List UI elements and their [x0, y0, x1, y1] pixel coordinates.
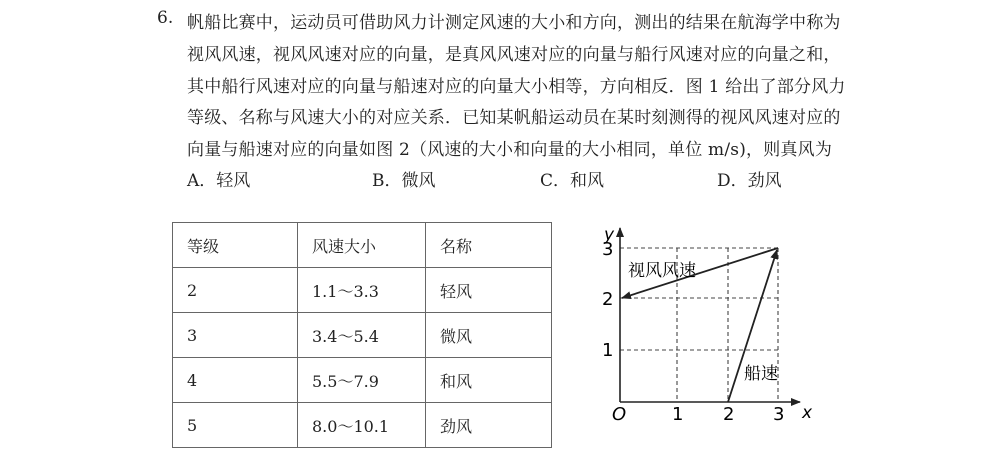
x-tick-1: 1	[672, 404, 684, 425]
question-line-1: 帆船比赛中，运动员可借助风力计测定风速的大小和方向，测出的结果在航海学中称为	[187, 13, 841, 33]
table-header-cell: 等级	[173, 223, 298, 268]
y-tick-3: 3	[602, 239, 614, 260]
wind-scale-table	[172, 222, 552, 448]
x-tick-3: 3	[773, 404, 785, 425]
x-axis-label: x	[802, 403, 813, 423]
y-axis-label: y	[604, 225, 615, 245]
option-d[interactable]: D．劲风	[717, 171, 782, 191]
question-line-4: 等级、名称与风速大小的对应关系．已知某帆船运动员在某时刻测得的视风风速对应的	[187, 108, 841, 128]
vector-figure	[590, 222, 830, 432]
option-c[interactable]: C．和风	[540, 171, 605, 191]
table-cell: 3	[173, 313, 298, 358]
question-line-3: 其中船行风速对应的向量与船速对应的向量大小相等，方向相反．图 1 给出了部分风力	[187, 77, 846, 97]
option-b[interactable]: B．微风	[372, 171, 436, 191]
table-row	[173, 403, 552, 448]
table-cell: 2	[173, 268, 298, 313]
table-cell: 轻风	[426, 268, 552, 313]
x-tick-2: 2	[723, 404, 735, 425]
table-cell: 5	[173, 403, 298, 448]
table-cell: 劲风	[426, 403, 552, 448]
y-tick-1: 1	[602, 340, 614, 361]
table-cell: 1.1～3.3	[298, 268, 426, 313]
apparent-wind-label: 视风风速	[628, 261, 696, 281]
y-tick-2: 2	[602, 289, 614, 310]
origin-label: O	[612, 404, 627, 425]
option-a[interactable]: A．轻风	[187, 171, 251, 191]
table-header-cell: 风速大小	[298, 223, 426, 268]
table-row	[173, 268, 552, 313]
table-cell: 3.4～5.4	[298, 313, 426, 358]
question-number: 6.	[157, 8, 174, 28]
table-header-row	[173, 223, 552, 268]
table-cell: 4	[173, 358, 298, 403]
table-cell: 和风	[426, 358, 552, 403]
table-row	[173, 358, 552, 403]
question-line-2: 视风风速，视风风速对应的向量，是真风风速对应的向量与船行风速对应的向量之和，	[187, 45, 841, 65]
table-row	[173, 313, 552, 358]
table-cell: 微风	[426, 313, 552, 358]
table-cell: 5.5～7.9	[298, 358, 426, 403]
table-header-cell: 名称	[426, 223, 552, 268]
table-cell: 8.0～10.1	[298, 403, 426, 448]
boat-speed-label: 船速	[744, 364, 778, 384]
question-line-5: 向量与船速对应的向量如图 2（风速的大小和向量的大小相同，单位 m/s)，则真风为	[187, 140, 833, 160]
